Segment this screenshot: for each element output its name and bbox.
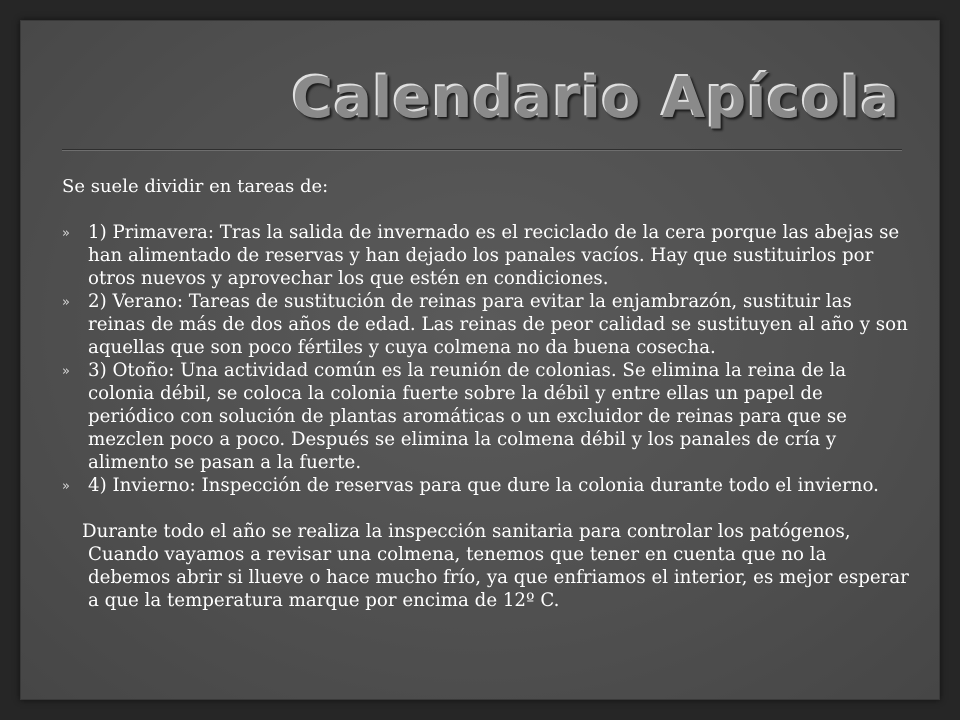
list-item-text: 4) Invierno: Inspección de reservas para que dure la colonia durante todo el invierno. xyxy=(88,475,879,496)
closing-paragraph: Durante todo el año se realiza la inspección sanitaria para controlar los patógenos, Cuando vayamos a revisar una colmena, tenemos que tener en cuenta que no la debemos abrir si llueve o hace mucho frío, ya que enfriamos el interior, es mejor esperar a que la temperatura marque por encima de 12º C. xyxy=(82,521,909,611)
list-item-text: 1) Primavera: Tras la salida de invernado es el reciclado de la cera porque las abejas se han alimentado de reservas y han dejado los panales vacíos. Hay que sustituirlos por otros nuevos y aprovechar los que estén en condiciones. xyxy=(88,222,900,289)
double-chevron-bullet-icon: » xyxy=(62,226,70,241)
double-chevron-bullet-icon: » xyxy=(62,364,70,379)
slide-body xyxy=(62,175,912,612)
task-list xyxy=(62,221,912,497)
list-item-text: 3) Otoño: Una actividad común es la reunión de colonias. Se elimina la reina de la colonia débil, se coloca la colonia fuerte sobre la débil y entre ellas un papel de periódico con solución de plantas aromáticas o un excluidor de reinas para que se mezclen poco a poco. Después se elimina la colmena débil y los panales de cría y alimento se pasan a la fuerte. xyxy=(88,360,847,473)
list-item xyxy=(62,290,912,359)
list-item xyxy=(62,359,912,474)
list-item-text: 2) Verano: Tareas de sustitución de reinas para evitar la enjambrazón, sustituir las reinas de más de dos años de edad. Las reinas de peor calidad se sustituyen al año y son aquellas que son poco fértiles y cuya colmena no da buena cosecha. xyxy=(88,291,908,358)
slide-title: Calendario Apícola xyxy=(292,66,900,131)
double-chevron-bullet-icon: » xyxy=(62,295,70,310)
intro-text: Se suele dividir en tareas de: xyxy=(62,176,329,197)
title-divider xyxy=(62,149,902,151)
list-item xyxy=(62,474,912,497)
list-item xyxy=(62,221,912,290)
double-chevron-bullet-icon: » xyxy=(62,479,70,494)
